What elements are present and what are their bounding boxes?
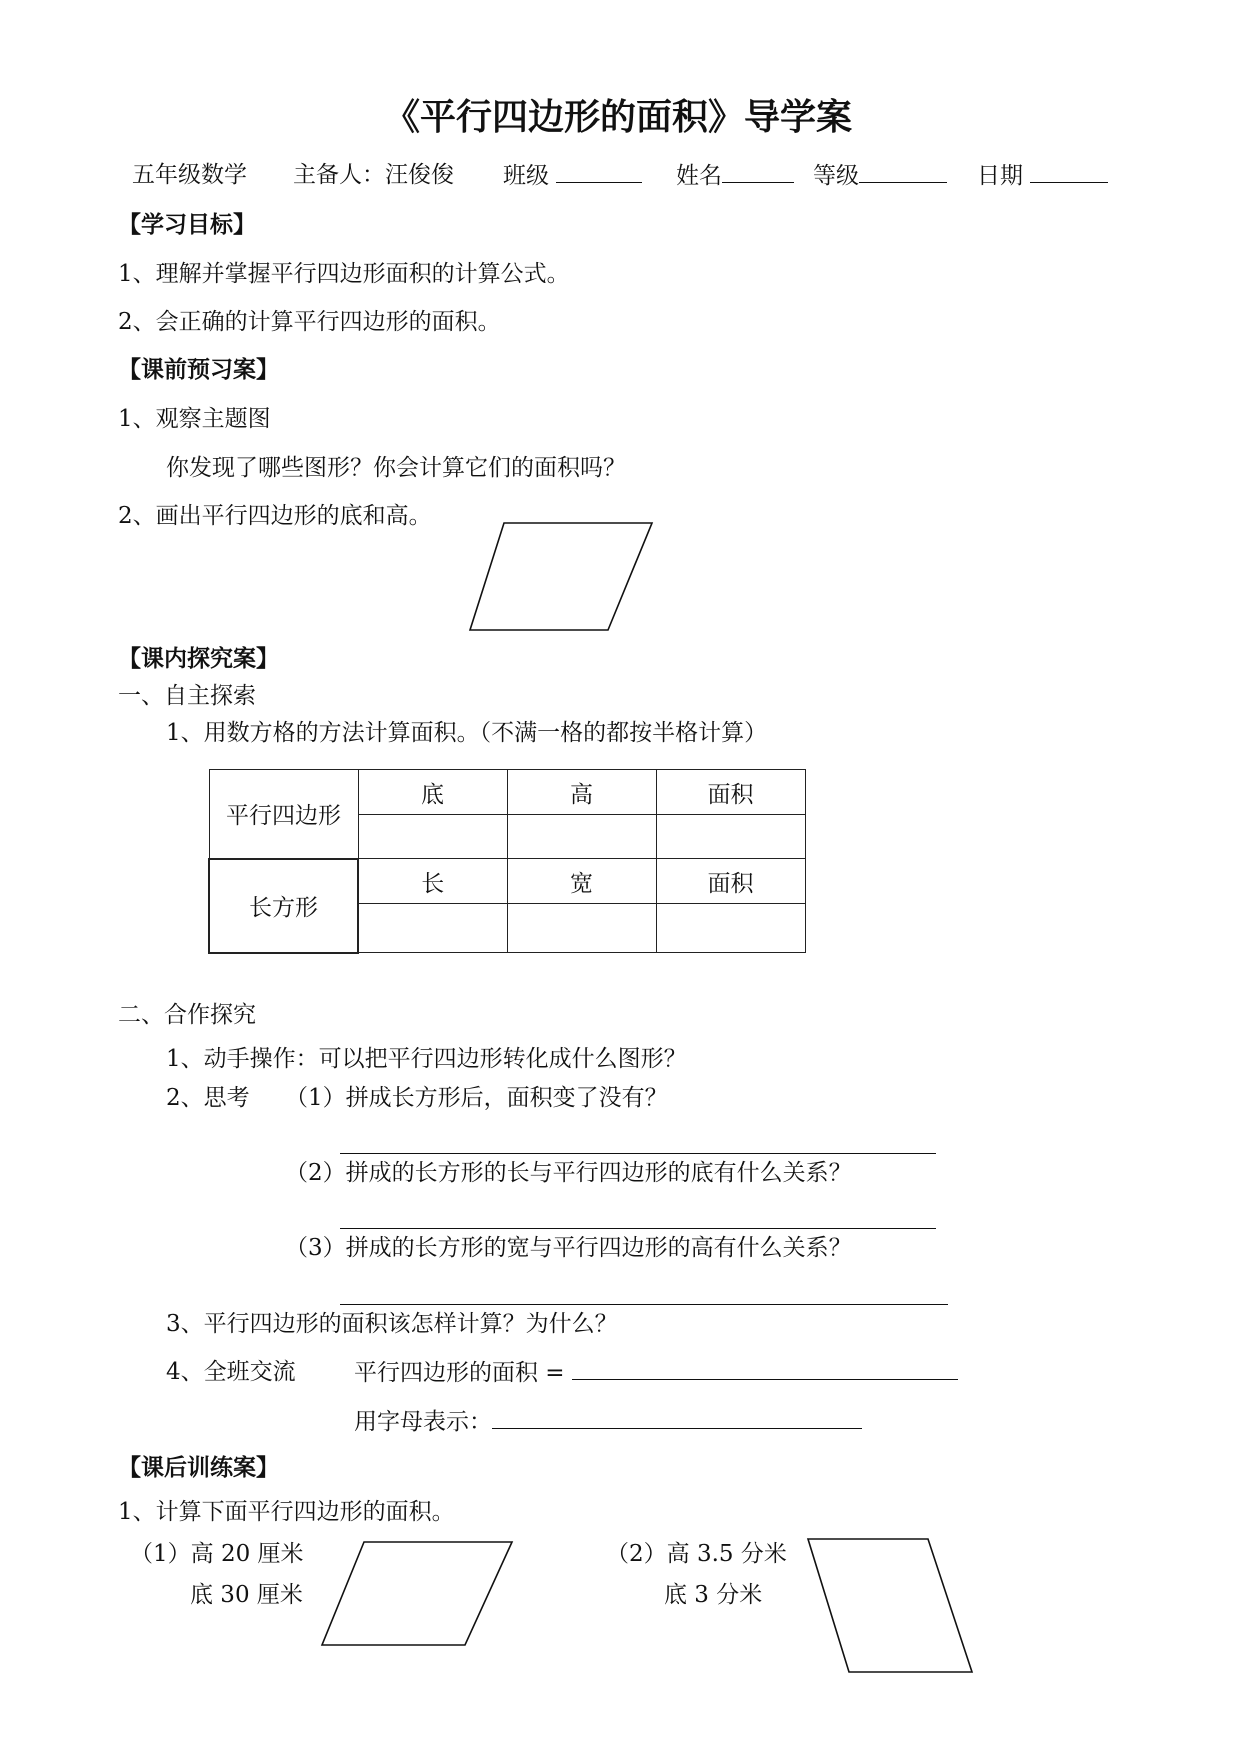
parallelogram-2 — [808, 1539, 972, 1672]
part1-item: 1、用数方格的方法计算面积。（不满一格的都按半格计算） — [166, 720, 768, 746]
goal-item: 1、理解并掌握平行四边形面积的计算公式。 — [118, 261, 570, 287]
part2-title: 二、合作探究 — [118, 1002, 256, 1028]
problem-1-height: （1）高 20 厘米 — [130, 1541, 304, 1567]
table-header-cell: 高 — [507, 770, 656, 815]
explore-heading: 【课内探究案】 — [118, 646, 279, 672]
question-1: 1、动手操作：可以把平行四边形转化成什么图形？ — [166, 1046, 687, 1072]
part1-title: 一、自主探索 — [118, 683, 256, 709]
preview-item-1-sub: 你发现了哪些图形？你会计算它们的面积吗？ — [166, 455, 626, 481]
formula-label: 平行四边形的面积 = — [354, 1360, 565, 1386]
table-row-label: 长方形 — [209, 859, 358, 953]
table-header-cell: 面积 — [656, 770, 805, 815]
question-4: 4、全班交流 — [166, 1359, 296, 1385]
preview-item-2: 2、画出平行四边形的底和高。 — [118, 503, 432, 529]
grade-label: 五年级数学 — [132, 162, 247, 188]
letters-label: 用字母表示： — [354, 1409, 492, 1435]
level-label: 等级 — [813, 163, 859, 189]
question-2-3: （3）拼成的长方形的宽与平行四边形的高有什么关系？ — [285, 1235, 852, 1261]
table-header-cell: 宽 — [507, 859, 656, 904]
goals-heading: 【学习目标】 — [118, 212, 256, 238]
question-2-1: （1）拼成长方形后，面积变了没有？ — [285, 1085, 668, 1111]
page-title: 《平行四边形的面积》导学案 — [384, 97, 853, 138]
question-3: 3、平行四边形的面积该怎样计算？为什么？ — [166, 1311, 618, 1337]
name-label: 姓名 — [676, 163, 722, 189]
practice-item-1: 1、计算下面平行四边形的面积。 — [118, 1499, 455, 1525]
preview-heading: 【课前预习案】 — [118, 357, 279, 383]
table-row-label: 平行四边形 — [209, 770, 358, 859]
problem-2-base: 底 3 分米 — [664, 1582, 763, 1608]
table-header-cell: 长 — [358, 859, 507, 904]
table-header-cell: 面积 — [656, 859, 805, 904]
preview-item-1: 1、观察主题图 — [118, 406, 271, 432]
goal-item: 2、会正确的计算平行四边形的面积。 — [118, 309, 501, 335]
problem-2-height: （2）高 3.5 分米 — [606, 1541, 787, 1567]
question-2-2: （2）拼成的长方形的长与平行四边形的底有什么关系？ — [285, 1160, 852, 1186]
problem-1-base: 底 30 厘米 — [190, 1582, 303, 1608]
date-label: 日期 — [977, 163, 1023, 189]
class-label: 班级 — [503, 163, 549, 189]
preparer-label: 主备人：汪俊俊 — [293, 162, 454, 188]
question-2: 2、思考 — [166, 1085, 250, 1111]
table-header-cell: 底 — [358, 770, 507, 815]
parallelogram-1 — [322, 1542, 512, 1645]
practice-heading: 【课后训练案】 — [118, 1455, 279, 1481]
